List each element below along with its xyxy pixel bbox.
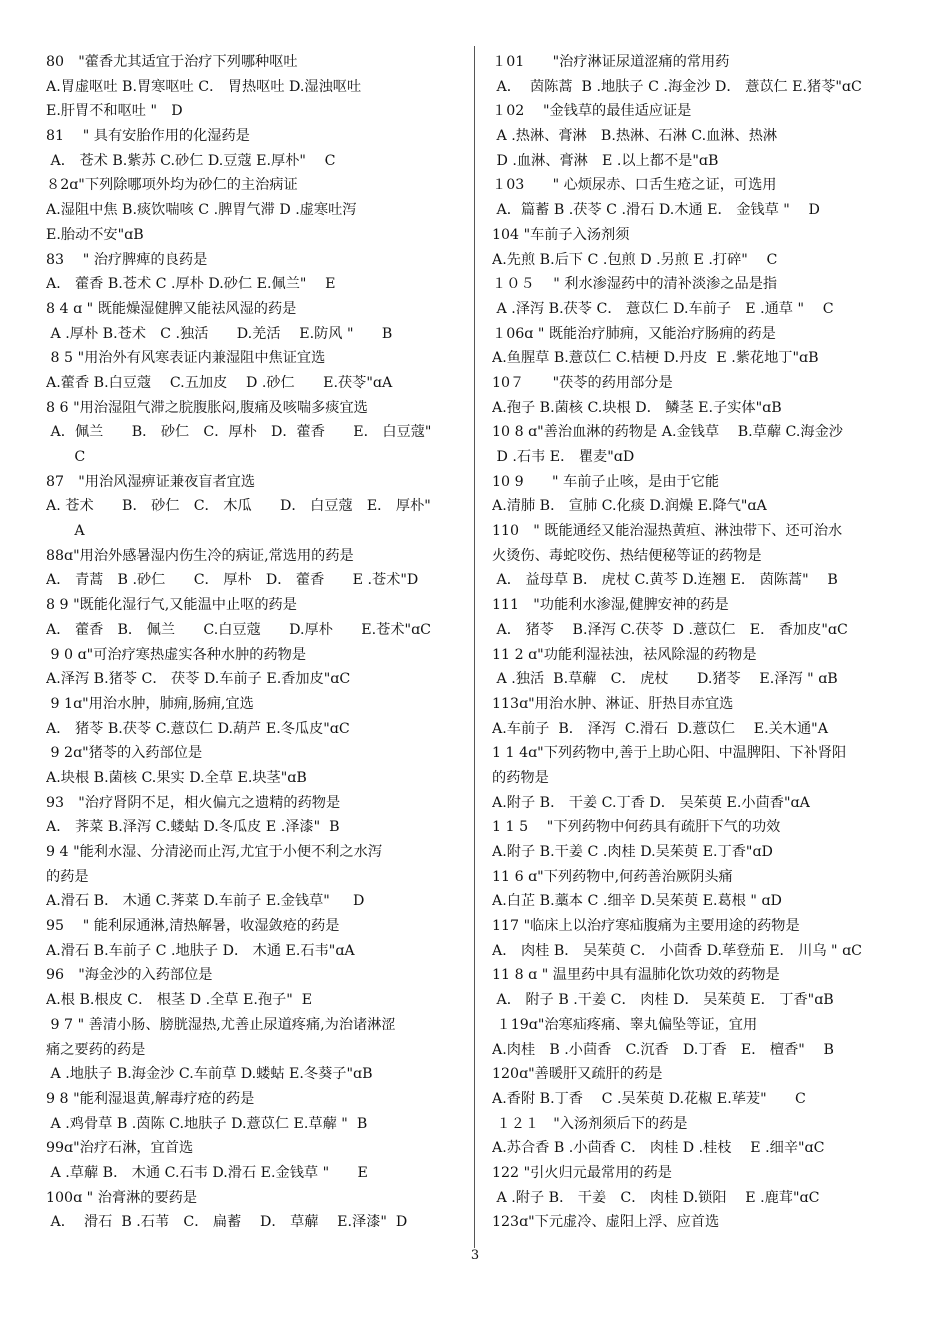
text-line: A.先煎 B.后下 C .包煎 D .另煎 E .打碎" C (492, 251, 778, 268)
text-line: 117 "临床上以治疗寒疝腹痛为主要用途的药物是 (492, 918, 800, 935)
text-line: A.鱼腥草 B.薏苡仁 C.桔梗 D.丹皮 E .紫花地丁"ɑB (492, 350, 819, 367)
text-line: A .泽泻 B.茯苓 C． 薏苡仁 D.车前子 E .通草 " C (492, 300, 834, 317)
text-line: 10 8 ɑ"善治血淋的药物是 A.金钱草 B.草薢 C.海金沙 (492, 424, 843, 441)
text-line: A.滑石 B.车前子 C .地肤子 D． 木通 E.石韦"ɑA (46, 942, 355, 959)
text-line: A． 益母草 B． 虎杖 C.黄芩 D.连翘 E． 茵陈蒿" B (492, 572, 838, 589)
text-line: １０５ " 利水渗湿药中的清补淡渗之品是指 (492, 276, 778, 293)
text-line: 11 2 ɑ"功能利湿祛浊，祛风除湿的药物是 (492, 646, 757, 663)
text-line: A (46, 523, 85, 540)
text-line: 93 "治疗肾阴不足，相火偏亢之遗精的药物是 (46, 794, 341, 811)
text-line: １01 "治疗淋证尿道涩痛的常用药 (492, 54, 730, 70)
text-line: 11 8 ɑ " 温里药中具有温肺化饮功效的药物是 (492, 967, 780, 984)
text-line: 122 "引火归元最常用的药是 (492, 1164, 672, 1181)
text-line: 火烫伤、毒蛇咬伤、热结便秘等证的药物是 (492, 547, 762, 564)
text-line: A.泽泻 B.猪苓 C． 茯苓 D.车前子 E.香加皮"ɑC (46, 671, 351, 688)
text-line: 100ɑ " 治膏淋的要药是 (46, 1189, 198, 1206)
text-line: 120ɑ"善暖肝又疏肝的药是 (492, 1066, 663, 1083)
text-line: A.滑石 B． 木通 C.荠菜 D.车前子 E.金钱草" D (46, 893, 365, 910)
text-line: A．佩兰 B． 砂仁 C．厚朴 D．藿香 E． 白豆蔻" (46, 424, 432, 441)
text-line: 9 4 "能利水湿、分清泌而止泻,尤宜于小便不利之水泻 (46, 844, 383, 860)
text-line: A． 藿香 B． 佩兰 C.白豆蔻 D.厚朴 E.苍术"ɑC (46, 621, 432, 638)
text-line: １19ɑ"治寒疝疼痛、睾丸偏坠等证，宜用 (492, 1016, 758, 1033)
text-line: A.孢子 B.菌核 C.块根 D． 鳞茎 E.子实体"ɑB (492, 399, 782, 416)
text-line: A.块根 B.菌核 C.果实 D.全草 E.块茎"ɑB (46, 769, 307, 786)
text-line: A.附子 B． 干姜 C.丁香 D． 吴茱萸 E.小茴香"ɑA (492, 794, 810, 811)
text-line: A． 滑石 B .石苇 C． 扁蓄 D． 草薢 E.泽漆" D (46, 1214, 408, 1231)
text-line: A.肉桂 B .小茴香 C.沉香 D.丁香 E． 檀香" B (492, 1041, 834, 1058)
right-column (492, 50, 912, 1235)
text-line: 111 "功能利水渗湿,健脾安神的药是 (492, 597, 729, 614)
text-line: A.胃虚呕吐 B.胃寒呕吐 C． 胃热呕吐 D.湿浊呕吐 (46, 78, 362, 95)
text-line: 9 2ɑ"猪苓的入药部位是 (46, 745, 203, 762)
text-line: 87 "用治风湿痹证兼夜盲者宜选 (46, 473, 256, 490)
text-line: 9 8 "能利湿退黄,解毒疗疮的药是 (46, 1090, 255, 1107)
left-column (46, 50, 466, 1235)
text-line: A． 荠菜 B.泽泻 C.蝼蛄 D.冬瓜皮 E .泽漆" B (46, 819, 340, 836)
text-line: 113ɑ"用治水肿、淋证、肝热目赤宜选 (492, 695, 734, 712)
text-line: １06ɑ " 既能治疗肺痈，又能治疗肠痈的药是 (492, 325, 776, 342)
text-line: 123ɑ"下元虚冷、虚阳上浮、应首选 (492, 1214, 720, 1231)
text-line: A.附子 B.干姜 C .肉桂 D.吴茱萸 E.丁香"ɑD (492, 844, 773, 860)
text-line: A． 附子 B .干姜 C． 肉桂 D． 吴茱萸 E． 丁香"ɑB (492, 992, 834, 1009)
text-line: A.清肺 B． 宣肺 C.化痰 D.润燥 E.降气"ɑA (492, 498, 767, 515)
text-line: A． 青蒿 B .砂仁 C． 厚朴 D． 藿香 E .苍术"D (46, 572, 419, 589)
text-line: A. 苍术 B． 砂仁 C． 木瓜 D． 白豆蔻 E． 厚朴" (46, 498, 431, 515)
column-divider (474, 46, 475, 1248)
text-line: A .地肤子 B.海金沙 C.车前草 D.蝼蛄 E.冬葵子"ɑB (46, 1066, 373, 1083)
text-line: 96 "海金沙的入药部位是 (46, 967, 213, 984)
text-line: 80 "藿香尤其适宜于治疗下列哪种呕吐 (46, 54, 298, 70)
text-line: 83 " 治疗脾痺的良药是 (46, 251, 208, 268)
text-line: １２１ "入汤剂须后下的药是 (492, 1115, 688, 1132)
text-line: A.藿香 B.白豆蔻 C.五加皮 D .砂仁 E.茯苓"ɑA (46, 374, 393, 391)
text-line: A． 苍术 B.紫苏 C.砂仁 D.豆蔻 E.厚朴" C (46, 152, 336, 169)
text-line: 1 1 5 "下列药物中何药具有疏肝下气的功效 (492, 819, 781, 836)
text-line: A． 肉桂 B． 吴茱萸 C． 小茴香 D.荜登茄 E． 川乌 " ɑC (492, 942, 863, 959)
text-line: A .热淋、膏淋 B.热淋、石淋 C.血淋、热淋 (492, 128, 778, 145)
text-line: A.根 B.根皮 C． 根茎 D .全草 E.孢子" E (46, 992, 313, 1009)
text-line: E.肝胃不和呕吐 " D (46, 103, 183, 120)
text-line: A .附子 B． 干姜 C． 肉桂 D.锁阳 E .鹿茸"ɑC (492, 1189, 820, 1206)
text-line: 99ɑ"治疗石淋，宜首选 (46, 1140, 194, 1157)
text-line: A． 猪苓 B.茯苓 C.薏苡仁 D.葫芦 E.冬瓜皮"ɑC (46, 720, 350, 737)
text-line: 95 " 能利尿通淋,清热解暑，收湿敛疮的药是 (46, 918, 340, 935)
text-line: E.胎动不安"ɑB (46, 226, 144, 243)
text-line: A .草薢 B． 木通 C.石韦 D.滑石 E.金钱草 " E (46, 1164, 368, 1181)
text-line: 11 6 ɑ"下列药物中,何药善治厥阴头痛 (492, 868, 733, 885)
text-line: 88ɑ"用治外感暑湿内伤生冷的病证,常选用的药是 (46, 547, 354, 564)
text-line: A .独活 B.草薢 C． 虎杖 D.猪苓 E.泽泻 " ɑB (492, 671, 838, 688)
text-line: 10 9 " 车前子止咳，是由于它能 (492, 473, 720, 490)
text-line: 110 " 既能通经又能治湿热黄疸、淋浊带下、还可治水 (492, 523, 843, 540)
text-line: 痛之要药的药是 (46, 1041, 146, 1058)
text-line: A． 藿香 B.苍术 C .厚朴 D.砂仁 E.佩兰" E (46, 276, 336, 293)
text-line: A．篇蓄 B .茯苓 C .滑石 D.木通 E． 金钱草 " D (492, 202, 820, 219)
text-line: A． 猪苓 B.泽泻 C.茯苓 D .薏苡仁 E． 香加皮"ɑC (492, 621, 848, 638)
text-line: A． 茵陈蒿 B .地肤子 C .海金沙 D． 薏苡仁 E.猪苓"ɑC (492, 78, 862, 95)
text-line: 8 6 "用治湿阻气滞之脘腹胀闷,腹痛及咳喘多痰宜选 (46, 399, 368, 416)
text-line: １03 " 心烦尿赤、口舌生疮之证，可选用 (492, 177, 777, 194)
text-line: A.香附 B.丁香 C .吴茱萸 D.花椒 E.荜茇" C (492, 1090, 806, 1107)
text-line: A.白芷 B.藁本 C .细辛 D.吴茱萸 E.葛根 " ɑD (492, 893, 782, 910)
text-line: D .石韦 E． 瞿麦"ɑD (492, 449, 635, 465)
page-number: 3 (470, 1248, 480, 1263)
text-line: １02 "金钱草的最佳适应证是 (492, 103, 692, 120)
text-line: A .厚朴 B.苍术 C .独活 D.羌活 E.防风 " B (46, 325, 393, 342)
text-line: A .鸡骨草 B .茵陈 C.地肤子 D.薏苡仁 E.草薢 " B (46, 1115, 368, 1132)
text-line: 9 1ɑ"用治水肿，肺痈,肠痈,宜选 (46, 695, 254, 712)
text-line: ８2ɑ"下列除哪项外均为砂仁的主治病证 (46, 177, 298, 194)
text-line: 8 5 "用治外有风寒表证内兼湿阻中焦证宜选 (46, 350, 326, 367)
text-line: A.湿阻中焦 B.痰饮喘咳 C .脾胃气滞 D .虚寒吐泻 (46, 202, 357, 219)
text-line: 8 9 "既能化湿行气,又能温中止呕的药是 (46, 597, 297, 614)
text-line: 9 0 ɑ"可治疗寒热虚实各种水肿的药物是 (46, 646, 307, 663)
text-line: D .血淋、膏淋 E .以上都不是"ɑB (492, 152, 719, 169)
text-line: 104 "车前子入汤剂须 (492, 226, 630, 243)
text-line: 9 7 " 善清小肠、膀胱湿热,尤善止尿道疼痛,为治诸淋涩 (46, 1016, 396, 1033)
text-line: 8 4 ɑ " 既能燥湿健脾又能祛风湿的药是 (46, 300, 297, 317)
text-line: C (46, 449, 86, 465)
text-line: A.苏合香 B .小茴香 C． 肉桂 D .桂枝 E .细辛"ɑC (492, 1140, 825, 1157)
text-line: 的药物是 (492, 769, 549, 786)
text-line: 1 1 4ɑ"下列药物中,善于上助心阳、中温脾阳、下补肾阳 (492, 745, 847, 762)
text-line: 10７ "茯苓的药用部分是 (492, 374, 673, 391)
text-line: A.车前子 B． 泽泻 C.滑石 D.薏苡仁 E.关木通"A (492, 720, 828, 737)
text-line: 81 " 具有安胎作用的化湿药是 (46, 128, 250, 145)
text-line: 的药是 (46, 868, 89, 885)
